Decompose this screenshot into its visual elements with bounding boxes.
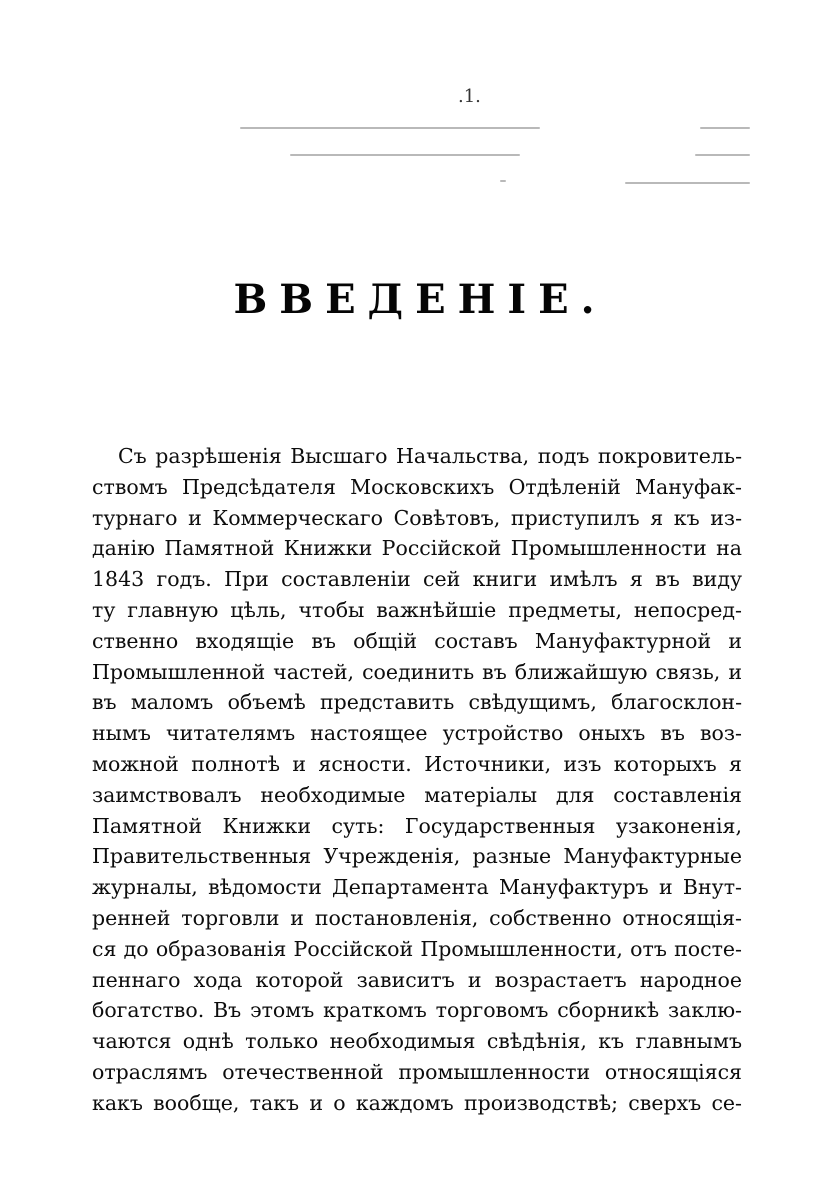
- text-line: ту главную цѣль, чтобы важнѣйшіе предметы, непосред-: [92, 597, 742, 622]
- show-through-mark: [500, 180, 506, 182]
- text-line: турнаго и Коммерческаго Совѣтовъ, приступилъ я къ из-: [92, 505, 742, 530]
- text-line: пеннаго хода которой зависитъ и возрастаетъ народное: [92, 967, 742, 992]
- show-through-mark: [240, 127, 540, 129]
- text-line: Промышленной частей, соединить въ ближайшую связь, и: [92, 659, 742, 684]
- text-line: журналы, вѣдомости Департамента Мануфактуръ и Внут-: [92, 875, 742, 900]
- show-through-mark: [695, 154, 750, 156]
- text-line: Съ разрѣшенія Высшаго Начальства, подъ покровитель-: [118, 444, 742, 468]
- show-through-mark: [290, 154, 520, 156]
- show-through-mark: [700, 127, 750, 129]
- text-line: нымъ читателямъ настоящее устройство оныхъ въ воз-: [92, 721, 742, 746]
- chapter-heading: ВВЕДЕНІЕ.: [233, 276, 607, 323]
- text-line: отраслямъ отечественной промышленности относящіяся: [92, 1059, 742, 1084]
- body-text: [92, 441, 742, 1119]
- text-line: ствомъ Предсѣдателя Московскихъ Отдѣленій Мануфак-: [92, 474, 742, 499]
- page-number: .1.: [458, 86, 481, 107]
- show-through-mark: [625, 182, 750, 184]
- text-line: Правительственныя Учрежденія, разные Мануфактурные: [92, 844, 742, 869]
- text-line: чаются однѣ только необходимыя свѣдѣнія, къ главнымъ: [92, 1029, 742, 1054]
- text-line: какъ вообще, такъ и о каждомъ производствѣ; сверхъ се-: [92, 1090, 742, 1115]
- text-line: Памятной Книжки суть: Государственныя узаконенія,: [92, 813, 742, 838]
- show-through-marks: [230, 112, 770, 202]
- text-line: заимствовалъ необходимые матеріалы для составленія: [92, 782, 742, 807]
- text-line: ренней торговли и постановленія, собственно относящія-: [92, 905, 742, 930]
- text-line: ся до образованія Россійской Промышленности, отъ посте-: [92, 936, 742, 961]
- text-line: 1843 годъ. При составленіи сей книги имѣлъ я въ виду: [92, 567, 742, 592]
- text-line: ственно входящіе въ общій составъ Мануфактурной и: [92, 628, 742, 653]
- text-line: можной полнотѣ и ясности. Источники, изъ которыхъ я: [92, 751, 742, 776]
- text-line: въ маломъ объемѣ представить свѣдущимъ, благосклон-: [92, 690, 742, 715]
- text-line: богатство. Въ этомъ краткомъ торговомъ сборникѣ заклю-: [92, 998, 742, 1023]
- text-line: данію Памятной Книжки Россійской Промышленности на: [92, 536, 742, 561]
